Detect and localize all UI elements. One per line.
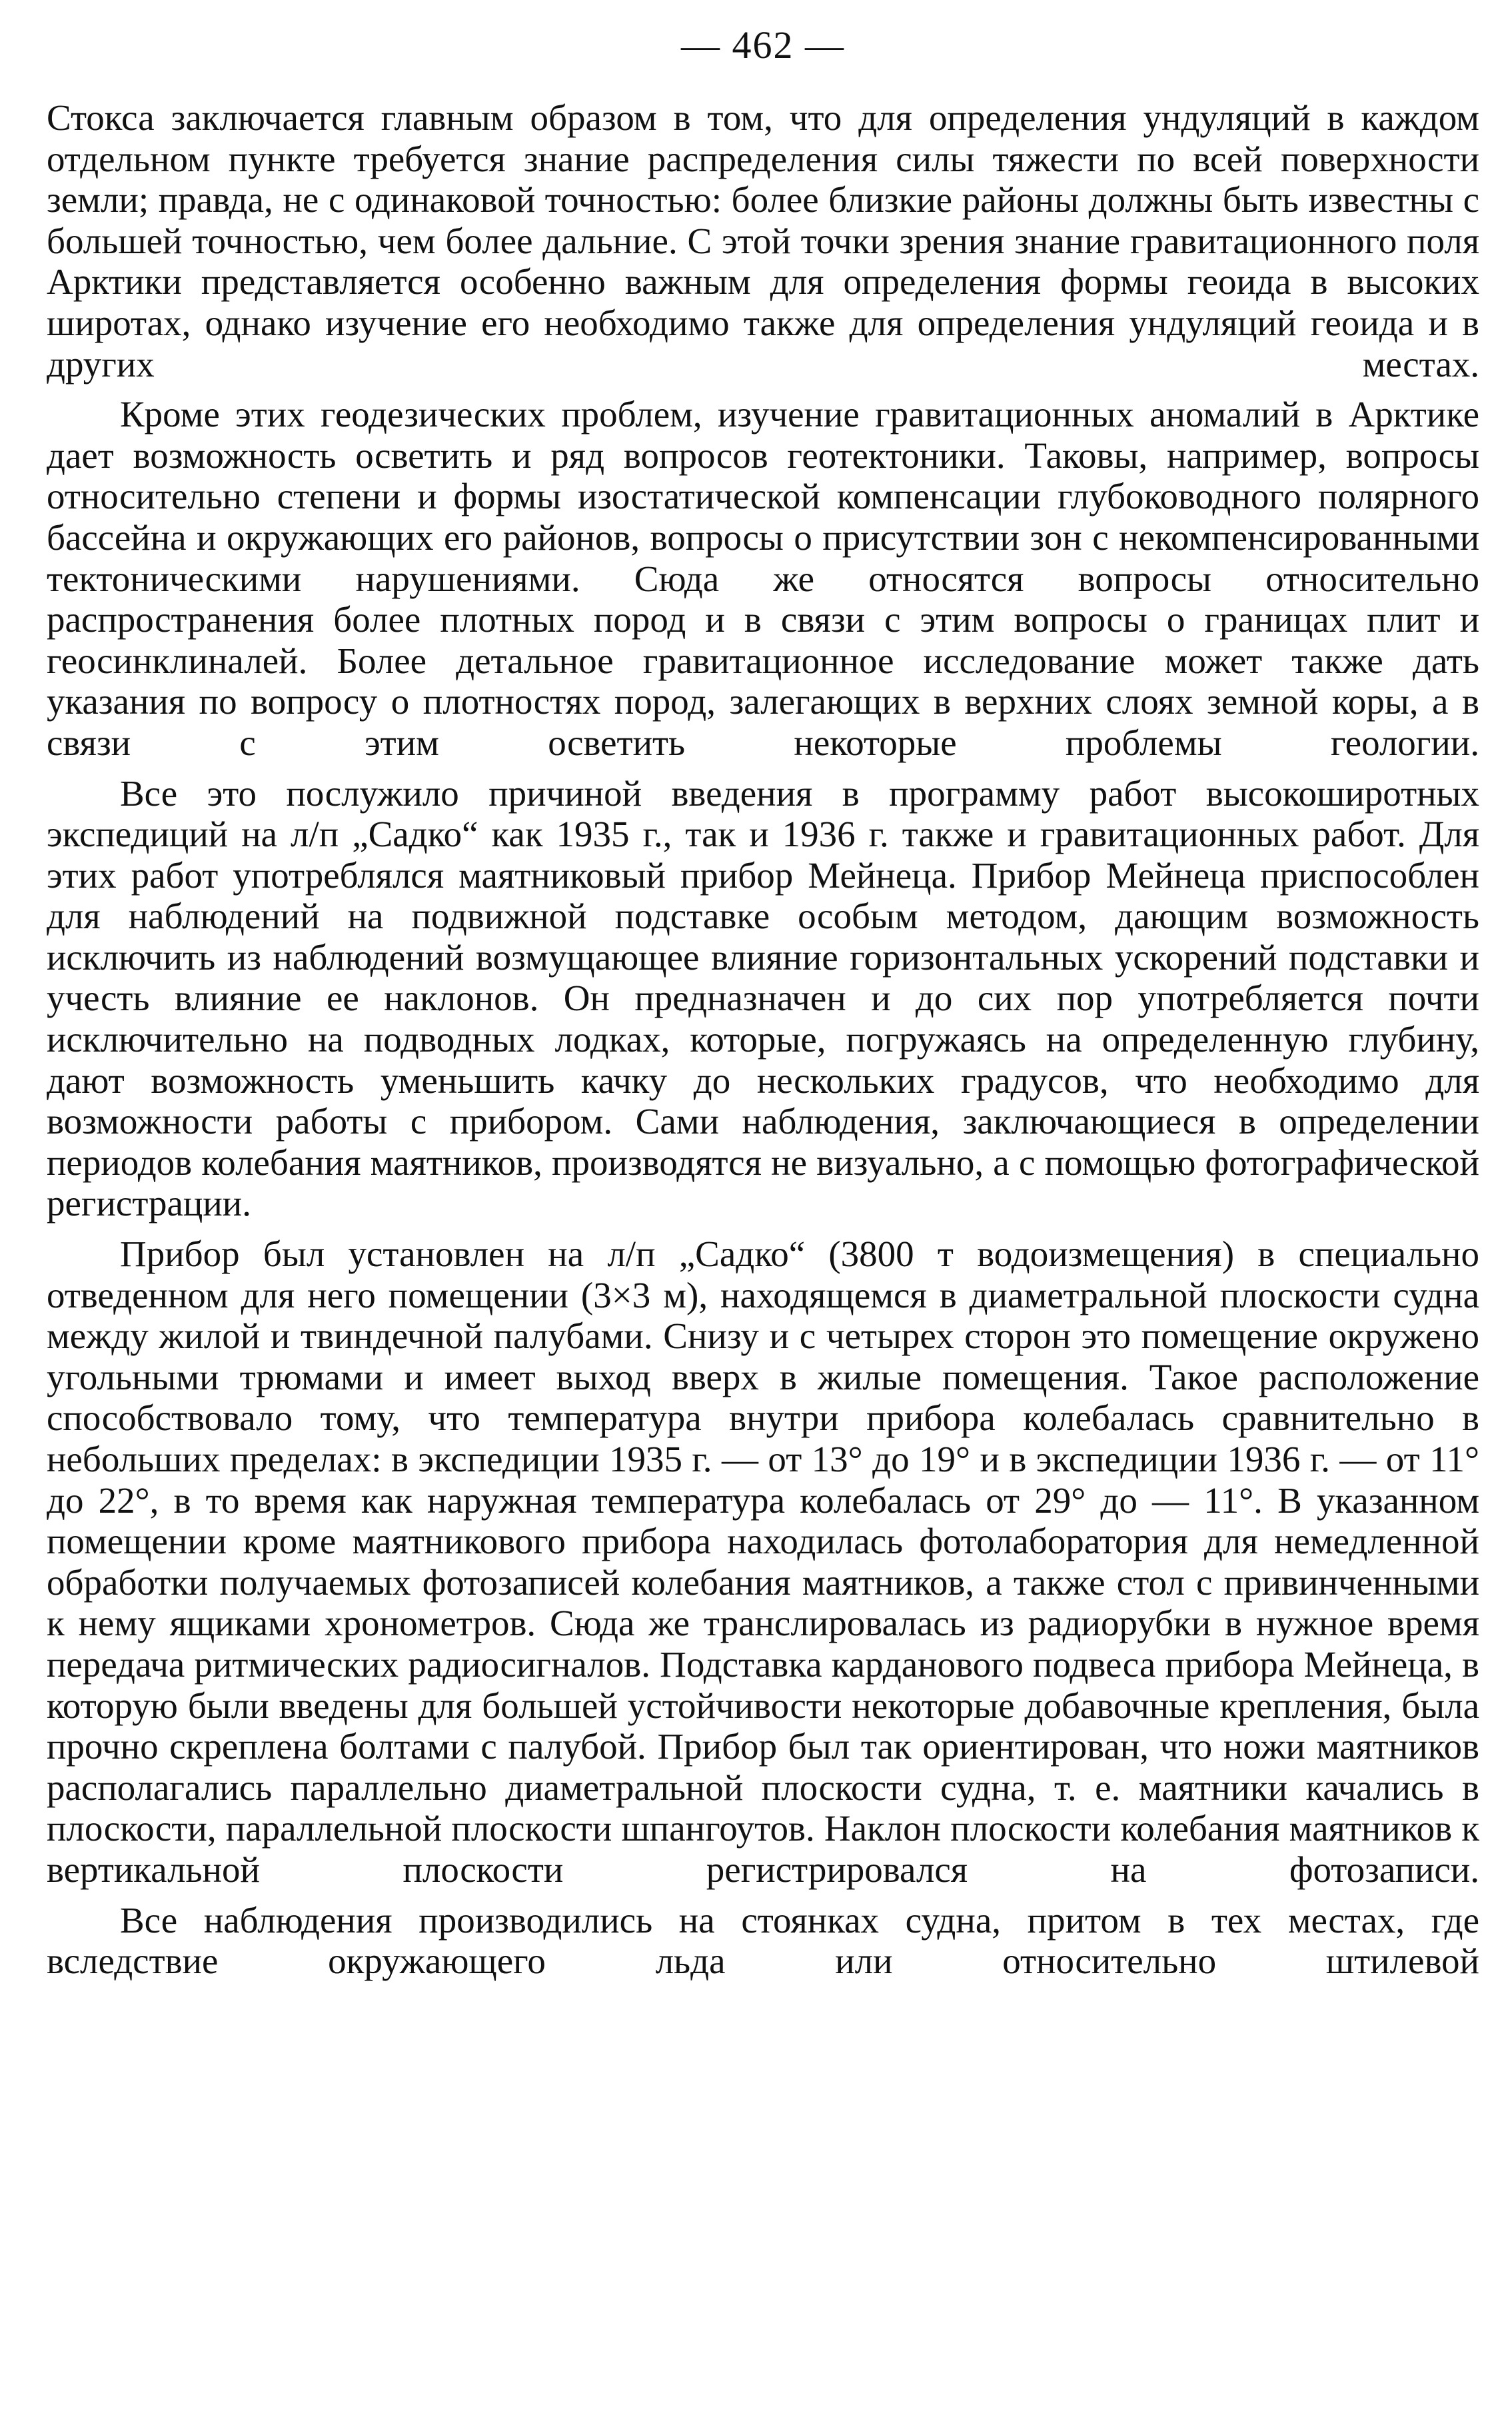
paragraph-expedition-program: Все это послужило причиной введения в программу работ высокоширотных экспедиций на л/п „Садко“ как 1935 г., так и 1936 г. также и гравитационных работ. Для этих работ употреблялся маятниковый прибор Мейнеца. Прибор Мейнеца приспособлен для наблюдений на подвижной подставке особым методом, дающим возможность исключить из наблюдений возмущающее влияние горизонтальных ускорений подставки и учесть влияние ее наклонов. Он предназначен и до сих пор употребляется почти исключительно на подводных лодках, которые, погружаясь на определенную глубину, дают возможность уменьшить качку до нескольких градусов, что необходимо для возможности работы с прибором. Сами наблюдения, заключающиеся в определении периодов колебания маятников, производятся не визуально, а с помощью фотографической регистрации. bbox=[47, 772, 1479, 1224]
page-number: — 462 — bbox=[681, 23, 845, 67]
paragraph-geotectonics: Кроме этих геодезических проблем, изучение гравитационных аномалий в Арктике дает возможность осветить и ряд вопросов геотектоники. Таковы, например, вопросы относительно степени и формы изостатической компенсации глубоководного полярного бассейна и окружающих его районов, вопросы о присутствии зон с некомпенсированными тектоническими нарушениями. Сюда же относятся вопросы относительно распространения более плотных пород и в связи с этим вопросы о границах плит и геосинклиналей. Более детальное гравитационное исследование может также дать указания по вопросу о плотностях пород, залегающих в верхних слоях земной коры, а в связи с этим осветить некоторые проблемы геологии. bbox=[47, 394, 1479, 763]
paragraph-observations: Все наблюдения производились на стоянках судна, притом в тех местах, где вследствие окружающего льда или относительно штилевой bbox=[47, 1899, 1479, 1982]
document-page bbox=[47, 25, 1479, 1982]
paragraph-instrument-installation: Прибор был установлен на л/п „Садко“ (3800 т водоизмещения) в специально отведенном для него помещении (3×3 м), находящемся в диаметральной плоскости судна между жилой и твиндечной палубами. Снизу и с четырех сторон это помещение окружено угольными трюмами и имеет выход вверх в жилые помещения. Такое расположение способствовало тому, что температура внутри прибора колебалась сравнительно в небольших пределах: в экспедиции 1935 г. — от 13° до 19° и в экспедиции 1936 г. — от 11° до 22°, в то время как наружная температура колебалась от 29° до — 11°. В указанном помещении кроме маятникового прибора находилась фотолаборатория для немедленной обработки получаемых фотозаписей колебания маятников, а также стол с привинченными к нему ящиками хронометров. Сюда же транслировалась из радиорубки в нужное время передача ритмических радиосигналов. Подставка карданового подвеса прибора Мейнеца, в которую были введены для большей устойчивости некоторые добавочные крепления, была прочно скреплена болтами с палубой. Прибор был так ориентирован, что ножи маятников располагались параллельно диаметральной плоскости судна, т. е. маятники качались в плоскости, параллельной плоскости шпангоутов. Наклон плоскости колебания маятников к вертикальной плоскости регистрировался на фотозаписи. bbox=[47, 1233, 1479, 1890]
paragraph-stokes-continuation: Стокса заключается главным образом в том, что для определения ундуляций в каждом отдельном пункте требуется знание распределения силы тяжести по всей поверхности земли; правда, не с одинаковой точностью: более близкие районы должны быть известны с большей точностью, чем более дальние. С этой точки зрения знание гравитационного поля Арктики представляется особенно важным для определения формы геоида в высоких широтах, однако изучение его необходимо также для определения ундуляций геоида и в других местах. bbox=[47, 97, 1479, 385]
